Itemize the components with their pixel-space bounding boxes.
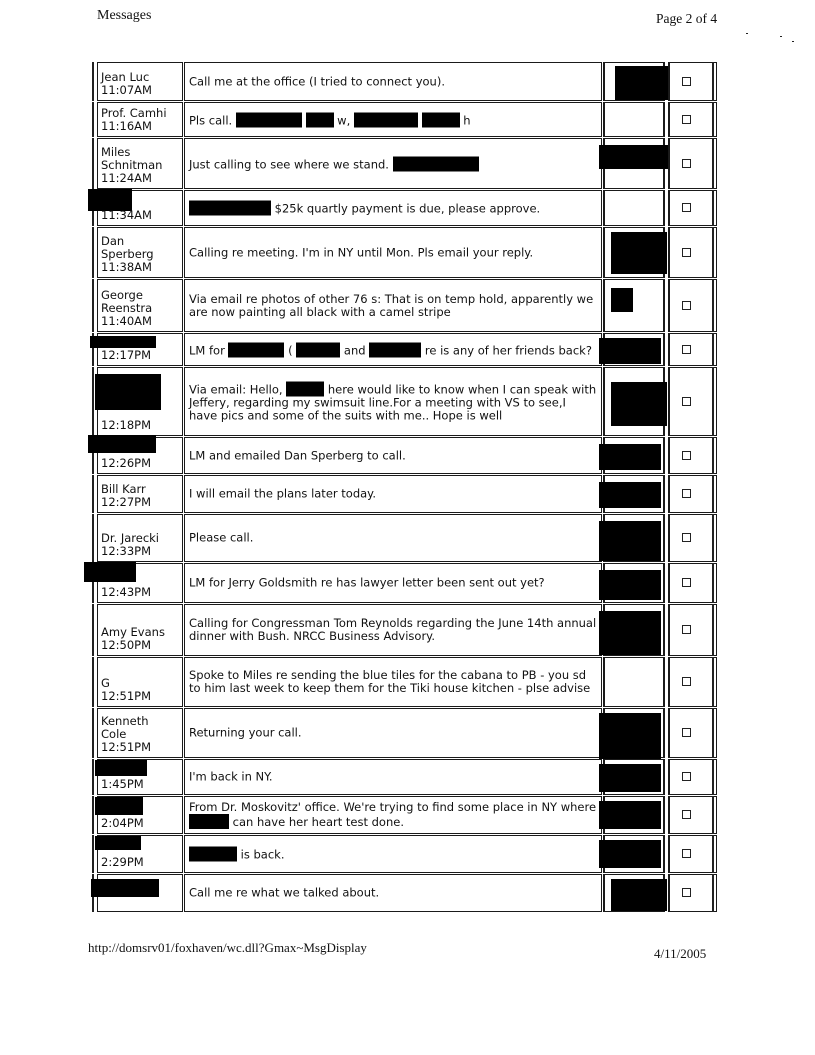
message-segment: LM for Jerry Goldsmith re has lawyer letter been sent out yet? <box>189 575 545 590</box>
message-row[interactable] <box>0 333 815 366</box>
message-cell <box>184 190 602 226</box>
message-checkbox[interactable] <box>682 301 691 310</box>
message-cell <box>184 514 602 562</box>
status-cell <box>603 279 665 332</box>
message-row[interactable] <box>0 62 815 101</box>
message-checkbox[interactable] <box>682 248 691 257</box>
message-cell <box>184 796 602 834</box>
status-cell <box>603 759 665 795</box>
message-row[interactable] <box>0 604 815 656</box>
checkbox-cell <box>668 563 717 603</box>
table-rail <box>712 437 714 474</box>
status-cell <box>603 563 665 603</box>
status-cell <box>603 657 665 707</box>
message-cell <box>184 138 602 189</box>
redaction-block <box>599 764 661 792</box>
caller-cell <box>97 62 183 101</box>
message-cell <box>184 874 602 912</box>
redaction-block <box>306 112 334 127</box>
caller-name-time: 12:18PM <box>101 418 151 432</box>
message-row[interactable] <box>0 190 815 226</box>
status-cell <box>603 102 665 137</box>
table-rail <box>712 367 714 436</box>
message-text <box>189 342 597 357</box>
caller-cell <box>97 227 183 278</box>
message-segment: Returning your call. <box>189 725 302 740</box>
message-segment: here would like to know when I can speak with Jeffery, regarding my swimsuit line.For a meeting with VS to see,I have pics and some of the suits with me.. Hope is well <box>189 382 597 422</box>
message-text <box>189 771 597 784</box>
message-row[interactable] <box>0 437 815 474</box>
checkbox-cell <box>668 227 717 278</box>
message-segment: Via email: Hello, <box>189 382 287 396</box>
table-rail <box>92 604 94 656</box>
message-segment: LM and emailed Dan Sperberg to call. <box>189 448 406 462</box>
message-segment: can have her heart test done. <box>229 815 404 829</box>
table-rail <box>92 796 94 834</box>
caller-cell <box>97 514 183 562</box>
message-text <box>189 201 597 216</box>
message-row[interactable] <box>0 514 815 562</box>
message-checkbox[interactable] <box>682 397 691 406</box>
redaction-block <box>84 562 136 582</box>
message-text <box>189 156 597 171</box>
message-cell <box>184 62 602 101</box>
message-row[interactable] <box>0 835 815 873</box>
caller-cell <box>97 796 183 834</box>
status-cell <box>603 514 665 562</box>
status-cell <box>603 835 665 873</box>
redaction-block <box>90 336 156 348</box>
page-number: Page 2 of 4 <box>656 11 718 26</box>
checkbox-cell <box>668 279 717 332</box>
table-rail <box>712 138 714 189</box>
checkbox-cell <box>668 657 717 707</box>
message-checkbox[interactable] <box>682 345 691 354</box>
redaction-block <box>354 112 418 127</box>
message-text <box>189 112 597 127</box>
table-rail <box>712 279 714 332</box>
caller-cell <box>97 102 183 137</box>
message-segment: Call me at the office (I tried to connect you). <box>189 74 445 88</box>
redaction-block <box>189 201 271 216</box>
caller-cell <box>97 874 183 912</box>
message-segment: Pls call. <box>189 113 236 127</box>
status-cell <box>603 874 665 912</box>
message-cell <box>184 657 602 707</box>
caller-cell <box>97 604 183 656</box>
redaction-block <box>296 342 340 357</box>
message-row[interactable] <box>0 475 815 513</box>
status-cell <box>603 333 665 366</box>
message-segment: re is any of her friends back? <box>421 343 592 357</box>
message-segment: and <box>340 343 370 357</box>
message-checkbox[interactable] <box>682 810 691 819</box>
message-checkbox[interactable] <box>682 728 691 737</box>
message-segment: Please call. <box>189 530 254 545</box>
status-cell <box>603 708 665 758</box>
caller-name-time: Bill Karr 12:27PM <box>101 482 151 509</box>
message-row[interactable] <box>0 102 815 137</box>
table-rail <box>92 475 94 513</box>
message-text <box>189 669 597 695</box>
table-rail <box>712 563 714 603</box>
message-cell <box>184 333 602 366</box>
message-cell <box>184 227 602 278</box>
table-rail <box>712 190 714 226</box>
redaction-block <box>95 760 147 776</box>
message-checkbox[interactable] <box>682 489 691 498</box>
caller-cell <box>97 437 183 474</box>
caller-name-time: 12:26PM <box>101 456 151 470</box>
checkbox-cell <box>668 62 717 101</box>
checkbox-cell <box>668 604 717 656</box>
redaction-block <box>599 801 661 829</box>
message-checkbox[interactable] <box>682 159 691 168</box>
redaction-block <box>422 112 460 127</box>
table-rail <box>712 102 714 137</box>
checkbox-cell <box>668 759 717 795</box>
status-cell <box>603 138 665 189</box>
table-rail <box>92 835 94 873</box>
table-rail <box>712 475 714 513</box>
message-row[interactable] <box>0 367 815 436</box>
redaction-block <box>599 521 661 561</box>
caller-name-time: Kenneth Cole 12:51PM <box>101 714 151 754</box>
table-rail <box>92 62 94 101</box>
table-rail <box>712 874 714 912</box>
status-cell <box>603 62 665 101</box>
message-row[interactable] <box>0 874 815 912</box>
checkbox-cell <box>668 874 717 912</box>
message-text <box>189 577 597 590</box>
message-segment: $25k quartly payment is due, please approve. <box>271 201 541 216</box>
redaction-block <box>88 435 156 453</box>
message-checkbox[interactable] <box>682 115 691 124</box>
message-segment: h <box>459 113 471 127</box>
status-cell <box>603 367 665 436</box>
message-cell <box>184 708 602 758</box>
message-text <box>189 293 597 319</box>
caller-name-time: 12:17PM <box>101 348 151 362</box>
message-text <box>189 532 597 545</box>
caller-cell <box>97 279 183 332</box>
message-cell <box>184 279 602 332</box>
message-cell <box>184 102 602 137</box>
message-segment: is back. <box>237 847 285 862</box>
message-cell <box>184 367 602 436</box>
table-rail <box>92 102 94 137</box>
message-segment: LM for <box>189 343 229 357</box>
caller-cell <box>97 190 183 226</box>
checkbox-cell <box>668 437 717 474</box>
redaction-block <box>599 145 679 169</box>
redaction-block <box>91 879 159 897</box>
redaction-block <box>611 232 667 274</box>
table-rail <box>92 227 94 278</box>
caller-cell <box>97 367 183 436</box>
footer-url: http://domsrv01/foxhaven/wc.dll?Gmax~MsgDisplay <box>88 940 367 955</box>
message-row[interactable] <box>0 138 815 189</box>
table-rail <box>712 227 714 278</box>
message-cell <box>184 437 602 474</box>
header-title: Messages <box>97 8 152 23</box>
caller-cell <box>97 708 183 758</box>
status-cell <box>603 796 665 834</box>
checkbox-cell <box>668 514 717 562</box>
table-rail <box>712 708 714 758</box>
caller-name-time: Amy Evans 12:50PM <box>101 625 165 652</box>
message-text <box>189 887 597 900</box>
status-cell <box>603 190 665 226</box>
message-text <box>189 75 597 88</box>
message-row[interactable] <box>0 759 815 795</box>
checkbox-cell <box>668 708 717 758</box>
redaction-block <box>369 342 421 357</box>
redaction-block <box>236 112 302 127</box>
redaction-block <box>599 444 661 470</box>
status-cell <box>603 227 665 278</box>
redaction-block <box>95 797 143 815</box>
caller-name-time: George Reenstra 11:40AM <box>101 288 153 328</box>
table-rail <box>712 514 714 562</box>
redaction-block <box>611 288 633 312</box>
redaction-block <box>599 713 661 759</box>
checkbox-cell <box>668 333 717 366</box>
redaction-block <box>228 342 284 357</box>
caller-name-time: G 12:51PM <box>101 676 151 703</box>
caller-name-time: Jean Luc 11:07AM <box>101 70 152 97</box>
redaction-block <box>189 814 229 829</box>
message-row[interactable] <box>0 796 815 834</box>
table-rail <box>92 138 94 189</box>
message-segment: From Dr. Moskovitz' office. We're trying to find some place in NY where <box>189 800 597 814</box>
message-checkbox[interactable] <box>682 203 691 212</box>
redaction-block <box>599 482 661 508</box>
table-rail <box>92 367 94 436</box>
caller-cell <box>97 563 183 603</box>
message-segment: Spoke to Miles re sending the blue tiles for the cabana to PB - you sd to him last week to keep them for the Tiki house kitchen - plse advise <box>189 668 591 695</box>
table-rail <box>712 796 714 834</box>
message-checkbox[interactable] <box>682 625 691 634</box>
message-row[interactable] <box>0 657 815 707</box>
table-rail <box>92 279 94 332</box>
table-rail <box>712 604 714 656</box>
message-checkbox[interactable] <box>682 677 691 686</box>
message-segment: ( <box>284 343 297 357</box>
table-rail <box>712 835 714 873</box>
message-row[interactable] <box>0 563 815 603</box>
message-cell <box>184 604 602 656</box>
message-segment: Call me re what we talked about. <box>189 885 380 900</box>
message-cell <box>184 475 602 513</box>
message-text <box>189 449 597 462</box>
message-checkbox[interactable] <box>682 849 691 858</box>
message-text <box>189 727 597 740</box>
message-checkbox[interactable] <box>682 77 691 86</box>
table-rail <box>712 759 714 795</box>
message-checkbox[interactable] <box>682 888 691 897</box>
table-rail <box>712 333 714 366</box>
table-rail <box>712 657 714 707</box>
redaction-block <box>599 611 661 655</box>
message-text <box>189 801 597 829</box>
checkbox-cell <box>668 367 717 436</box>
table-rail <box>92 708 94 758</box>
message-segment: Just calling to see where we stand. <box>189 157 393 171</box>
caller-name-time: 12:43PM <box>101 585 151 599</box>
message-text <box>189 381 597 422</box>
checkbox-cell <box>668 796 717 834</box>
status-cell <box>603 437 665 474</box>
message-cell <box>184 563 602 603</box>
message-segment: I will email the plans later today. <box>189 486 376 501</box>
message-segment: Via email re photos of other 76 s: That is on temp hold, apparently we are now painting all black with a camel stripe <box>189 291 594 319</box>
checkbox-cell <box>668 102 717 137</box>
table-rail <box>712 62 714 101</box>
table-rail <box>92 657 94 707</box>
redaction-block <box>286 381 324 396</box>
message-row[interactable] <box>0 279 815 332</box>
footer-date: 4/11/2005 <box>654 946 707 961</box>
caller-name-time: Dan Sperberg 11:38AM <box>101 234 154 274</box>
caller-name-time: 1:45PM <box>101 777 144 791</box>
status-cell <box>603 475 665 513</box>
caller-name-time: Dr. Jarecki 12:33PM <box>101 531 160 558</box>
message-text <box>189 617 597 643</box>
message-checkbox[interactable] <box>682 578 691 587</box>
message-checkbox[interactable] <box>682 533 691 542</box>
message-segment: Calling re meeting. I'm in NY until Mon. Pls email your reply. <box>189 245 534 259</box>
status-cell <box>603 604 665 656</box>
redaction-block <box>599 840 661 868</box>
redaction-block <box>393 156 479 171</box>
redaction-block <box>599 338 661 364</box>
redaction-block <box>95 374 161 410</box>
redaction-block <box>611 382 667 426</box>
message-segment: I'm back in NY. <box>189 769 273 784</box>
checkbox-cell <box>668 475 717 513</box>
message-checkbox[interactable] <box>682 772 691 781</box>
message-text <box>189 246 597 259</box>
caller-name-time: 2:04PM <box>101 816 144 830</box>
caller-name-time: 11:34AM <box>101 208 152 222</box>
redaction-block <box>611 879 667 911</box>
caller-cell <box>97 138 183 189</box>
caller-cell <box>97 475 183 513</box>
caller-name-time: Miles Schnitman 11:24AM <box>101 145 163 185</box>
message-cell <box>184 835 602 873</box>
message-text <box>189 488 597 501</box>
message-row[interactable] <box>0 708 815 758</box>
caller-name-time: Prof. Camhi 11:16AM <box>101 106 167 133</box>
table-rail <box>92 514 94 562</box>
redaction-block <box>95 836 141 850</box>
message-row[interactable] <box>0 227 815 278</box>
checkbox-cell <box>668 835 717 873</box>
message-cell <box>184 759 602 795</box>
caller-name-time: 2:29PM <box>101 855 144 869</box>
message-segment: Calling for Congressman Tom Reynolds regarding the June 14th annual dinner with Bush. NRCC Business Advisory. <box>189 616 597 643</box>
caller-cell <box>97 333 183 366</box>
redaction-block <box>599 570 661 600</box>
table-rail <box>92 759 94 795</box>
message-checkbox[interactable] <box>682 451 691 460</box>
message-text <box>189 847 597 862</box>
message-segment: w, <box>333 113 354 127</box>
checkbox-cell <box>668 190 717 226</box>
checkbox-cell <box>668 138 717 189</box>
caller-cell <box>97 835 183 873</box>
caller-cell <box>97 657 183 707</box>
redaction-block <box>615 66 671 100</box>
redaction-block <box>189 847 237 862</box>
caller-cell <box>97 759 183 795</box>
